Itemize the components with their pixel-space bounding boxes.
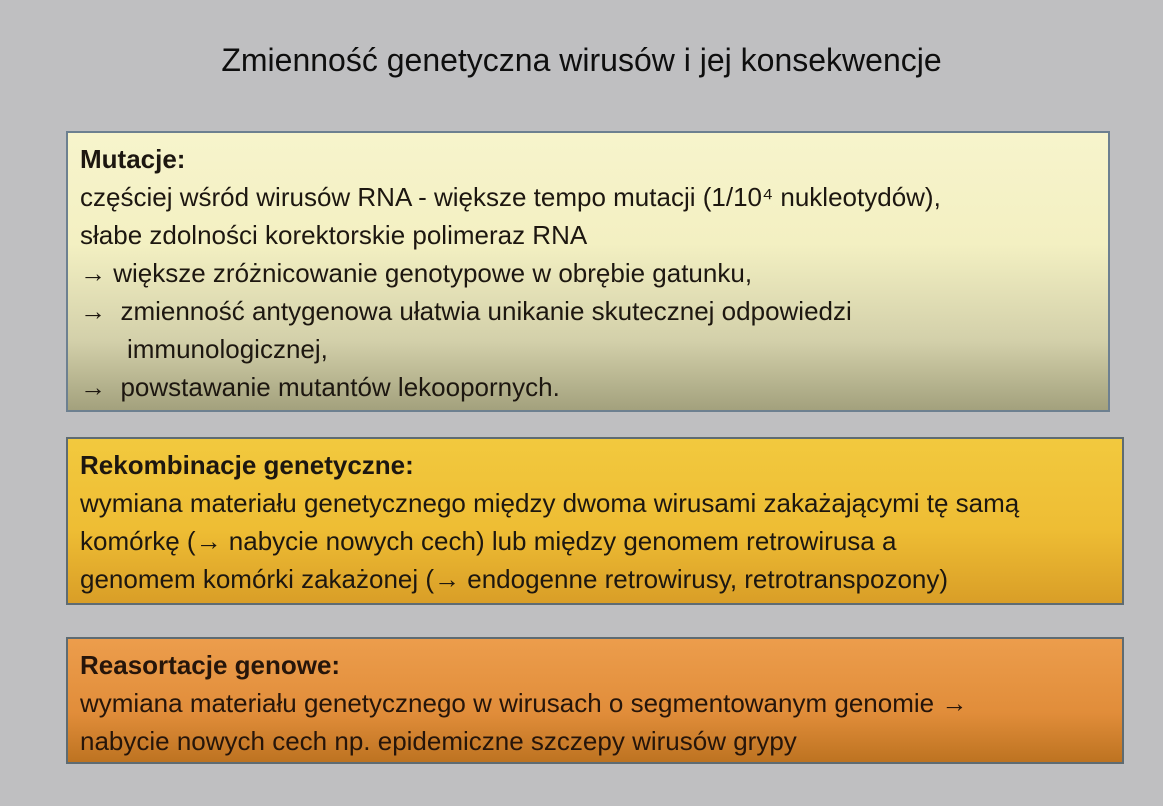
recombinations-line: wymiana materiału genetycznego między dwoma wirusami zakażającymi tę samą — [80, 488, 1020, 518]
reassortments-box — [66, 637, 1124, 764]
recombinations-box — [66, 437, 1124, 605]
mutations-heading: Mutacje: — [80, 144, 186, 174]
reassortments-line: nabycie nowych cech np. epidemiczne szczepy wirusów grypy — [80, 726, 797, 756]
mutations-line-continuation: immunologicznej, — [127, 334, 328, 364]
mutations-line: → powstawanie mutantów lekoopornych. — [80, 372, 560, 402]
slide-title: Zmienność genetyczna wirusów i jej konsekwencje — [221, 42, 942, 78]
recombinations-line: genomem komórki zakażonej (→ endogenne retrowirusy, retrotranspozony) — [80, 564, 949, 594]
mutations-line: → zmienność antygenowa ułatwia unikanie skutecznej odpowiedzi — [80, 296, 852, 326]
reassortments-line: wymiana materiału genetycznego w wirusach o segmentowanym genomie → — [80, 688, 968, 718]
mutations-line: częściej wśród wirusów RNA - większe tempo mutacji (1/10⁴ nukleotydów), — [80, 182, 941, 212]
recombinations-line: komórkę (→ nabycie nowych cech) lub między genomem retrowirusa a — [80, 526, 897, 556]
mutations-line: → większe zróżnicowanie genotypowe w obrębie gatunku, — [80, 258, 753, 288]
reassortments-heading: Reasortacje genowe: — [80, 650, 341, 680]
mutations-box — [66, 131, 1110, 412]
recombinations-heading: Rekombinacje genetyczne: — [80, 450, 414, 480]
mutations-line: słabe zdolności korektorskie polimeraz RNA — [80, 220, 588, 250]
